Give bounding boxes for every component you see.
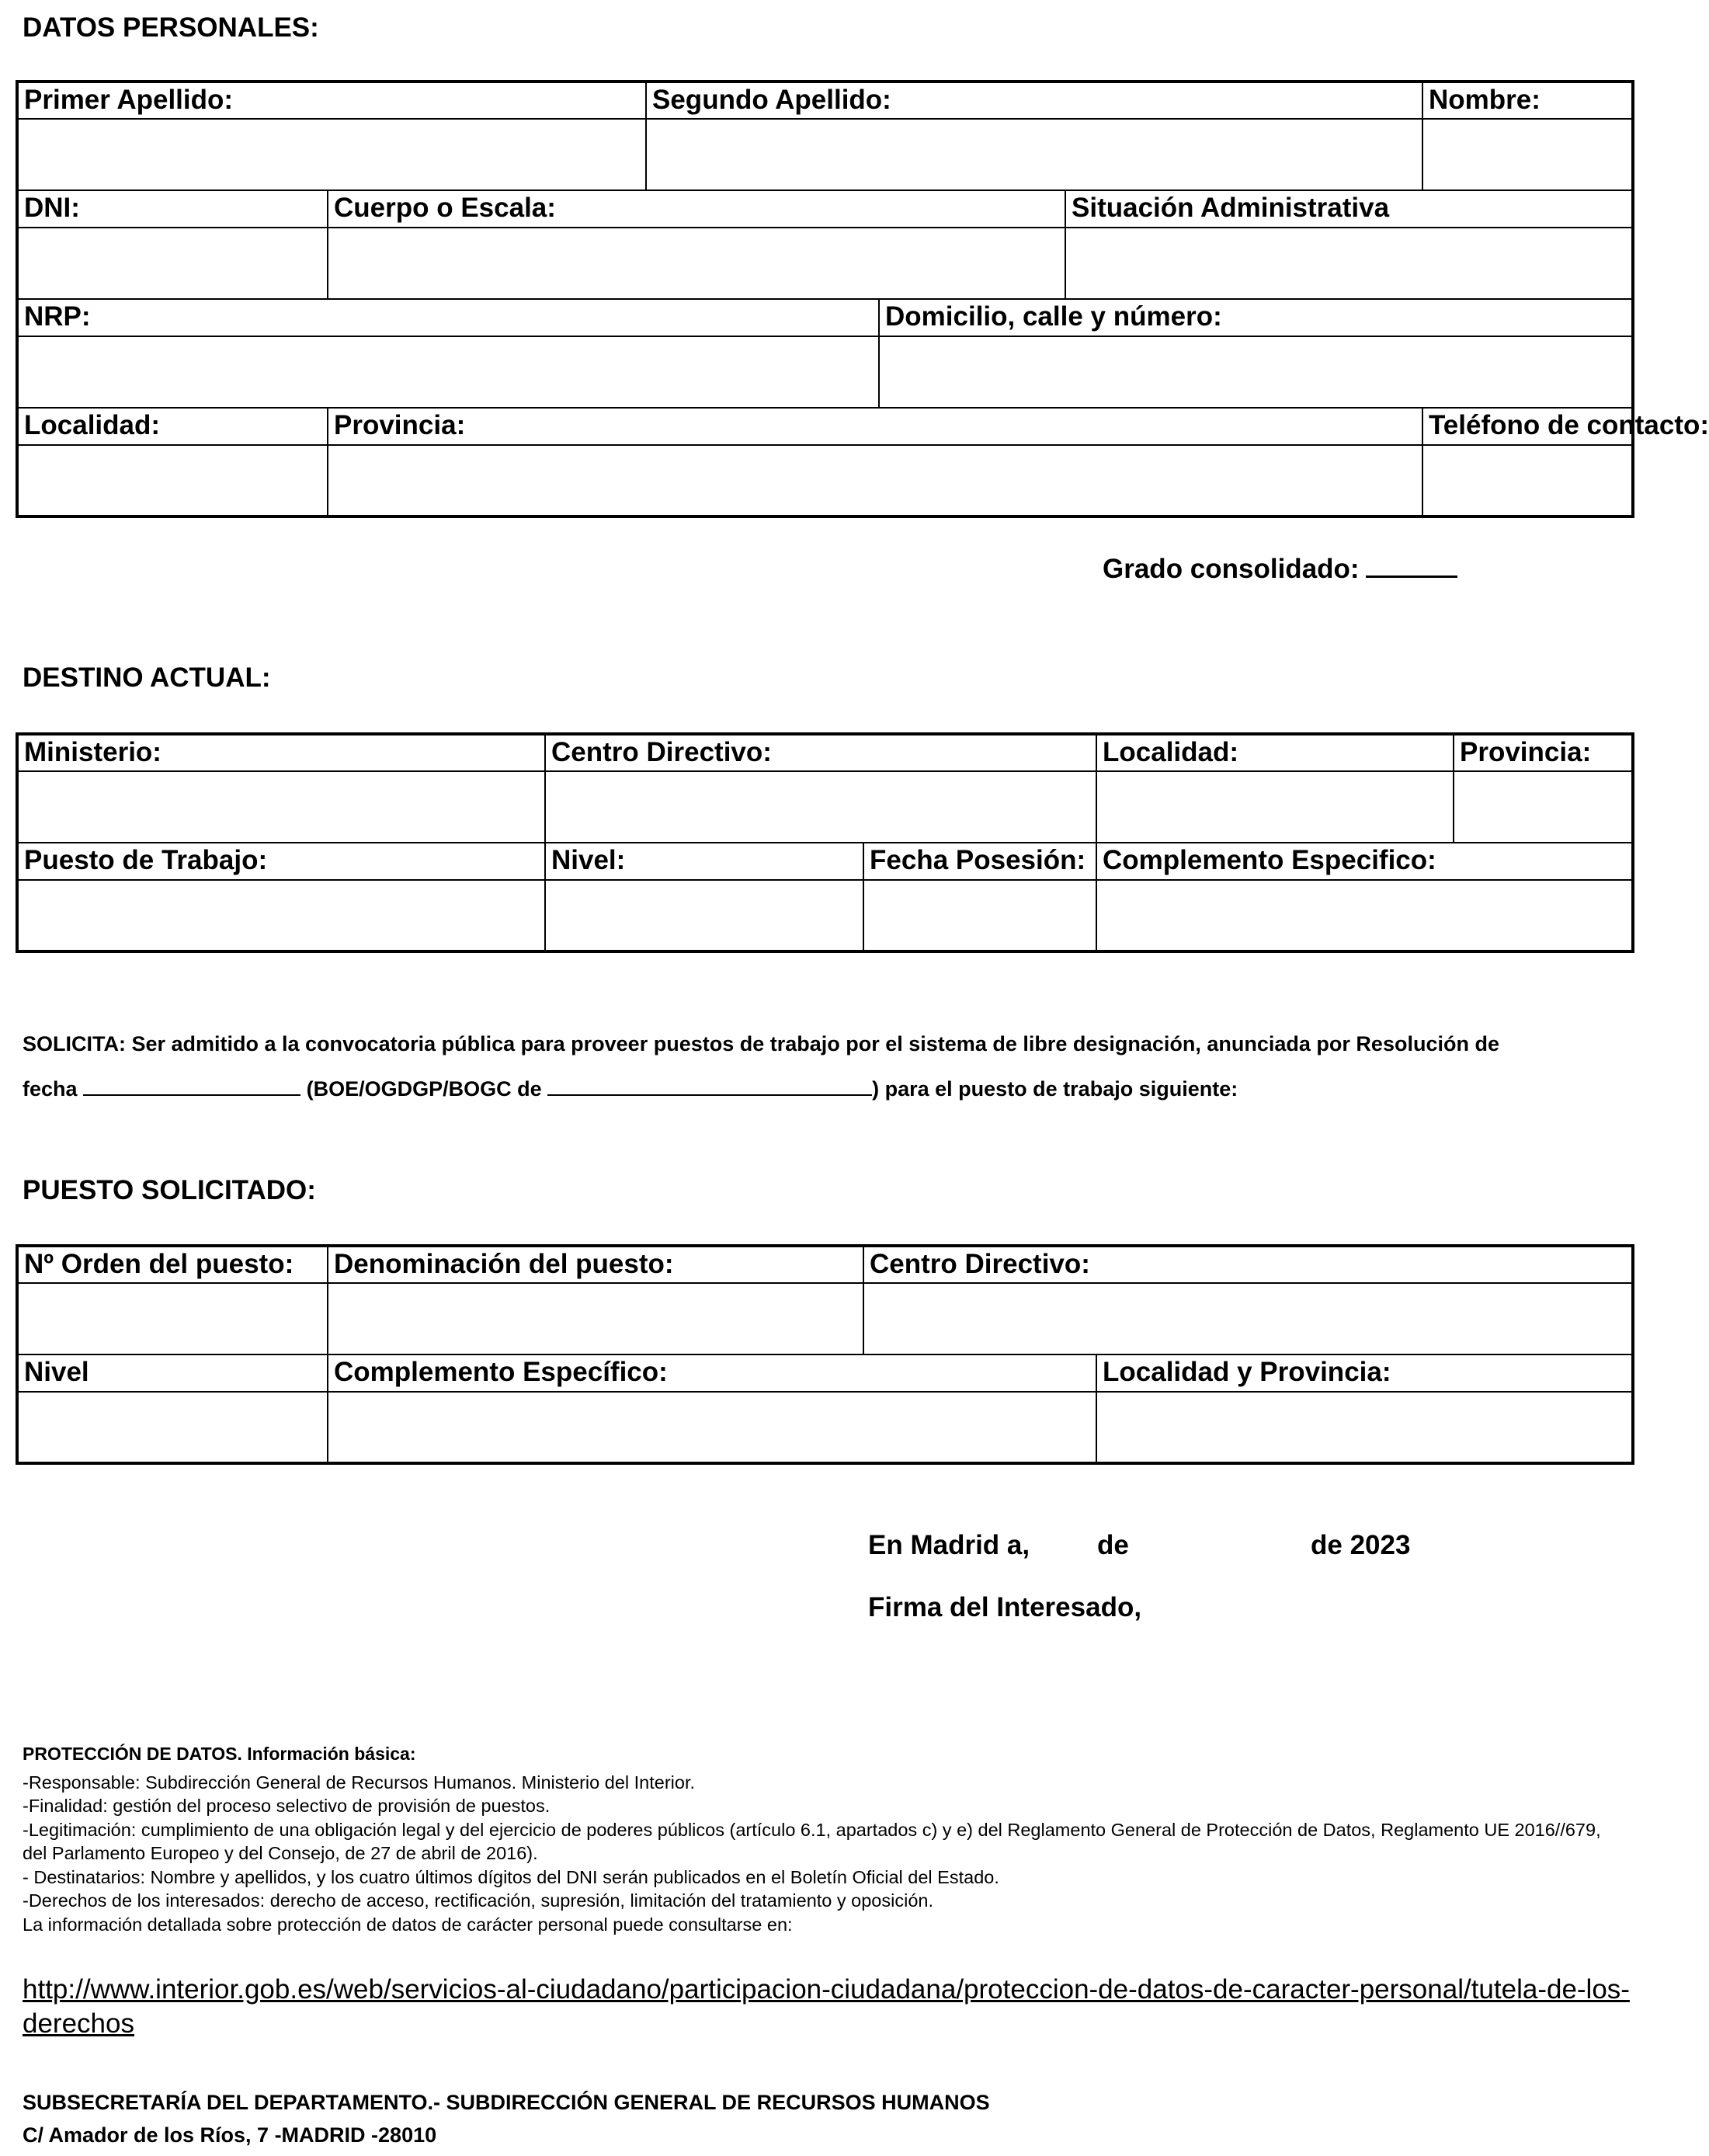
label-complemento-especifico-solicitado: Complemento Específico:: [328, 1354, 1096, 1392]
proteccion-url-link[interactable]: http://www.interior.gob.es/web/servicios-al-ciudadano/participacion-ciudadana/proteccion-de-datos-de-caracter-personal/tutela-de-los-derechos: [23, 1974, 1630, 2039]
footer-department: SUBSECRETARÍA DEL DEPARTAMENTO.- SUBDIRECCIÓN GENERAL DE RECURSOS HUMANOS: [23, 2091, 990, 2114]
label-localidad-provincia: Localidad y Provincia:: [1096, 1354, 1633, 1392]
solicita-paragraph: [23, 1021, 1630, 1111]
proteccion-finalidad: -Finalidad: gestión del proceso selectivo de provisión de puestos.: [23, 1796, 551, 1816]
firma-en-madrid: En Madrid a,: [868, 1530, 1030, 1560]
field-fecha-posesion[interactable]: [863, 880, 1096, 951]
field-complemento-especifico-solicitado[interactable]: [328, 1392, 1096, 1463]
label-domicilio: Domicilio, calle y número:: [879, 299, 1633, 336]
field-nivel-solicitado[interactable]: [17, 1392, 328, 1463]
section-title-destino-actual: DESTINO ACTUAL:: [23, 662, 271, 693]
proteccion-datos: [23, 1742, 1630, 1936]
datos-personales-table: [16, 80, 1709, 518]
field-situacion-administrativa[interactable]: [1065, 228, 1633, 299]
field-centro-directivo[interactable]: [545, 771, 1096, 843]
label-fecha-posesion: Fecha Posesión:: [863, 843, 1096, 880]
label-centro-directivo: Centro Directivo:: [545, 734, 1096, 771]
label-segundo-apellido: Segundo Apellido:: [646, 82, 1422, 119]
section-title-puesto-solicitado: PUESTO SOLICITADO:: [23, 1175, 316, 1205]
proteccion-legitimacion: -Legitimación: cumplimiento de una obligación legal y del ejercicio de poderes públicos (artículo 6.1, apartados c) y e) del Reglamento General de Protección de Datos, Reglamento UE 2016//679, del Parlamento Europeo y del Consejo, de 27 de abril de 2016).: [23, 1819, 1601, 1863]
label-provincia-destino: Provincia:: [1454, 734, 1633, 771]
field-nombre[interactable]: [1422, 119, 1633, 190]
destino-actual-table: [16, 732, 1634, 953]
proteccion-derechos: -Derechos de los interesados: derecho de acceso, rectificación, supresión, limitación del tratamiento y oposición.: [23, 1890, 933, 1911]
proteccion-info: La información detallada sobre protección de datos de carácter personal puede consultarse en:: [23, 1914, 793, 1935]
field-puesto-trabajo[interactable]: [17, 880, 545, 951]
field-localidad[interactable]: [17, 445, 328, 516]
section-title-datos-personales: DATOS PERSONALES:: [23, 12, 319, 43]
label-puesto-trabajo: Puesto de Trabajo:: [17, 843, 545, 880]
label-primer-apellido: Primer Apellido:: [17, 82, 646, 119]
footer-address: C/ Amador de los Ríos, 7 -MADRID -28010: [23, 2123, 437, 2147]
proteccion-responsable: -Responsable: Subdirección General de Recursos Humanos. Ministerio del Interior.: [23, 1772, 696, 1793]
grado-consolidado-label: Grado consolidado:: [1103, 554, 1360, 584]
label-cuerpo-escala: Cuerpo o Escala:: [328, 190, 1065, 228]
field-nrp[interactable]: [17, 336, 879, 408]
label-localidad-destino: Localidad:: [1096, 734, 1454, 771]
solicita-fecha-field[interactable]: [83, 1077, 300, 1096]
solicita-tail: ) para el puesto de trabajo siguiente:: [872, 1077, 1238, 1101]
grado-consolidado: [1103, 554, 1457, 585]
proteccion-title: PROTECCIÓN DE DATOS. Información básica:: [23, 1744, 416, 1764]
puesto-solicitado-table: [16, 1244, 1634, 1465]
field-ministerio[interactable]: [17, 771, 545, 843]
field-centro-directivo-solicitado[interactable]: [863, 1283, 1633, 1354]
field-complemento-especifico-destino[interactable]: [1096, 880, 1633, 951]
firma-interesado: Firma del Interesado,: [868, 1592, 1142, 1622]
field-nivel-destino[interactable]: [545, 880, 863, 951]
field-localidad-destino[interactable]: [1096, 771, 1454, 843]
firma-de: de: [1097, 1530, 1129, 1560]
field-primer-apellido[interactable]: [17, 119, 646, 190]
label-situacion-administrativa: Situación Administrativa: [1065, 190, 1633, 228]
solicita-fecha-label: fecha: [23, 1077, 78, 1101]
solicita-boe-field[interactable]: [547, 1077, 872, 1096]
field-denominacion-puesto[interactable]: [328, 1283, 863, 1354]
field-telefono[interactable]: [1422, 445, 1633, 516]
label-centro-directivo-solicitado: Centro Directivo:: [863, 1246, 1633, 1283]
field-localidad-provincia[interactable]: [1096, 1392, 1633, 1463]
grado-consolidado-field[interactable]: [1366, 554, 1457, 578]
solicita-line1: SOLICITA: Ser admitido a la convocatoria pública para proveer puestos de trabajo por el sistema de libre designación, anunciada por Resolución de: [23, 1032, 1499, 1055]
field-provincia[interactable]: [328, 445, 1422, 516]
label-dni: DNI:: [17, 190, 328, 228]
firma-de-year: de 2023: [1311, 1530, 1411, 1560]
label-denominacion-puesto: Denominación del puesto:: [328, 1246, 863, 1283]
field-dni[interactable]: [17, 228, 328, 299]
label-ministerio: Ministerio:: [17, 734, 545, 771]
field-cuerpo-escala[interactable]: [328, 228, 1065, 299]
label-nombre: Nombre:: [1422, 82, 1633, 119]
field-segundo-apellido[interactable]: [646, 119, 1422, 190]
field-domicilio[interactable]: [879, 336, 1633, 408]
solicita-boe-label: (BOE/OGDGP/BOGC de: [306, 1077, 542, 1101]
label-nivel-destino: Nivel:: [545, 843, 863, 880]
label-provincia: Provincia:: [328, 408, 1422, 445]
proteccion-destinatarios: - Destinatarios: Nombre y apellidos, y los cuatro últimos dígitos del DNI serán publicados en el Boletín Oficial del Estado.: [23, 1866, 999, 1887]
label-complemento-especifico-destino: Complemento Especifico:: [1096, 843, 1633, 880]
field-provincia-destino[interactable]: [1454, 771, 1633, 843]
label-nivel-solicitado: Nivel: [17, 1354, 328, 1392]
label-orden-puesto: Nº Orden del puesto:: [17, 1246, 328, 1283]
label-nrp: NRP:: [17, 299, 879, 336]
solicita-line2: [23, 1066, 1630, 1111]
label-telefono: Teléfono de contacto:: [1422, 408, 1633, 445]
label-localidad: Localidad:: [17, 408, 328, 445]
field-orden-puesto[interactable]: [17, 1283, 328, 1354]
